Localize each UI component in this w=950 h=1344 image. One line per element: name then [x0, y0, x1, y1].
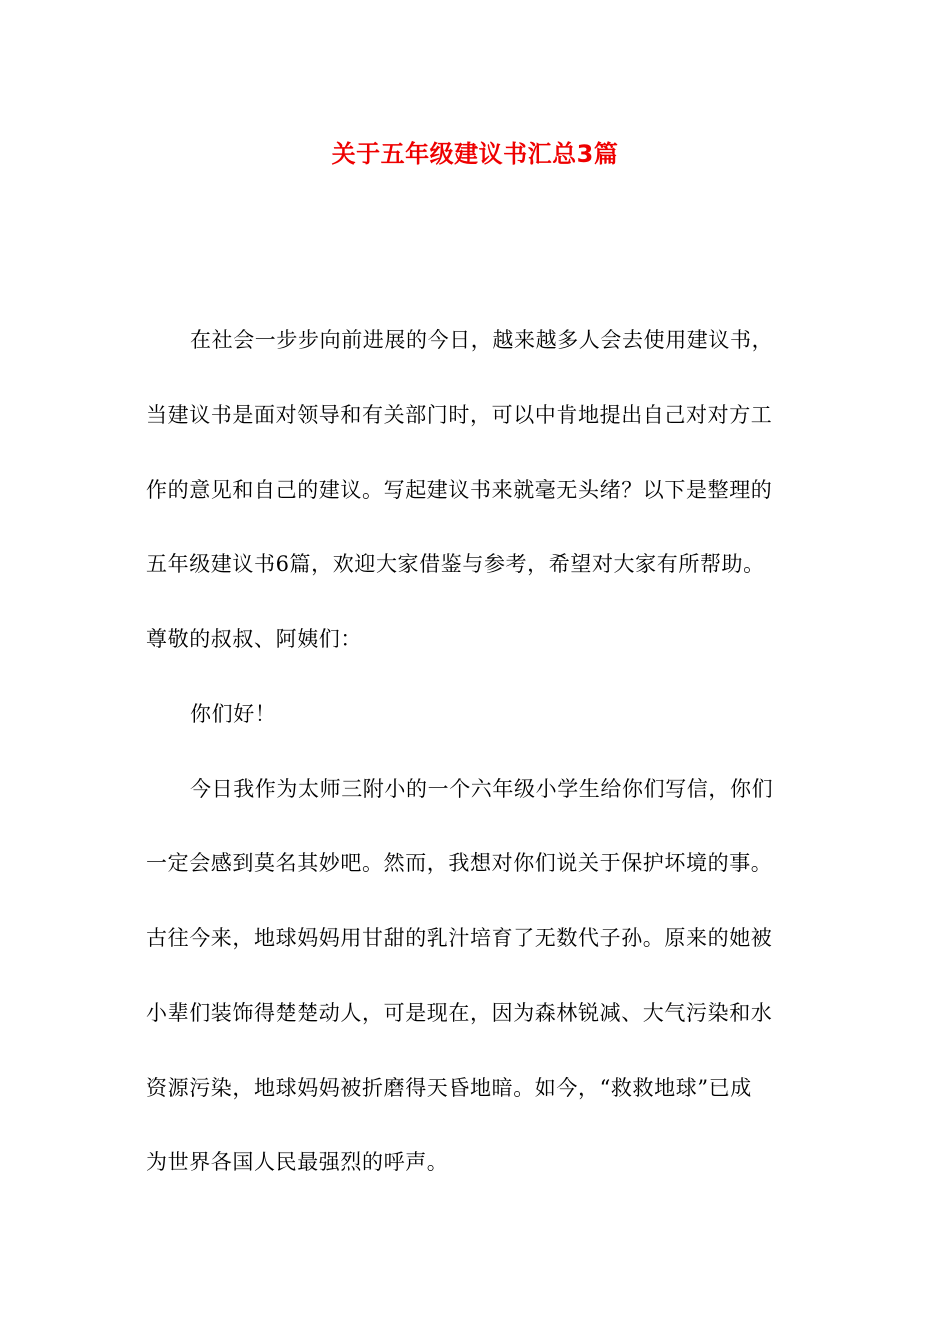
paragraph-line: 一定会感到莫名其妙吧。然而，我想对你们说关于保护坏境的事。	[146, 851, 773, 875]
paragraph-line: 当建议书是面对领导和有关部门时，可以中肯地提出自己对对方工	[146, 403, 773, 427]
document-title: 关于五年级建议书汇总3篇	[331, 140, 619, 168]
greeting-line: 你们好！	[190, 702, 277, 726]
salutation-line: 尊敬的叔叔、阿姨们：	[146, 627, 362, 651]
paragraph-line: 小辈们装饰得楚楚动人，可是现在，因为森林锐减、大气污染和水	[146, 1001, 773, 1025]
paragraph-line: 资源污染，地球妈妈被折磨得天昏地暗。如今，“救救地球”已成	[146, 1076, 752, 1100]
paragraph-line: 为世界各国人民最强烈的呼声。	[146, 1150, 449, 1174]
paragraph-line: 今日我作为太师三附小的一个六年级小学生给你们写信，你们	[190, 777, 774, 801]
paragraph-line: 在社会一步步向前进展的今日，越来越多人会去使用建议书，	[190, 328, 774, 352]
paragraph-line: 五年级建议书6篇，欢迎大家借鉴与参考，希望对大家有所帮助。	[146, 552, 765, 576]
paragraph-line: 作的意见和自己的建议。写起建议书来就毫无头绪？以下是整理的	[146, 478, 773, 502]
paragraph-line: 古往今来，地球妈妈用甘甜的乳汁培育了无数代子孙。原来的她被	[146, 926, 773, 950]
